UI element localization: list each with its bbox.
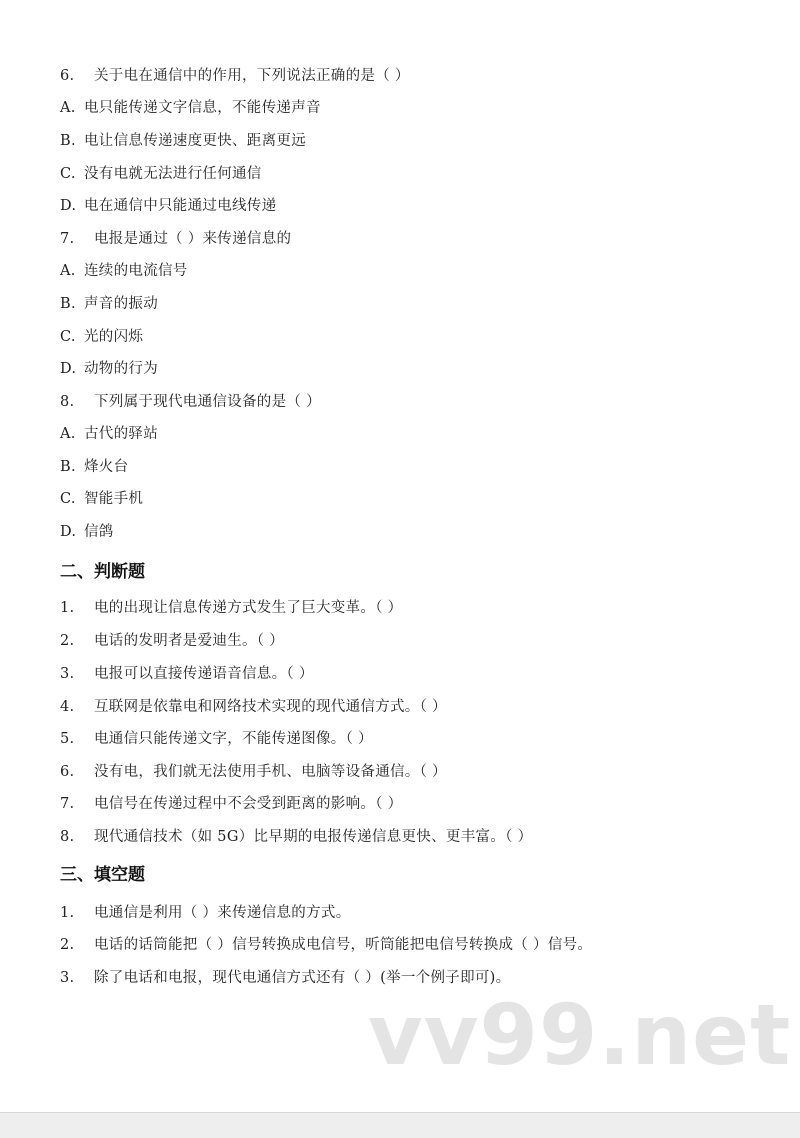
fill-item-1 [60, 903, 351, 923]
item-text: 电信号在传递过程中不会受到距离的影响。（ ） [94, 796, 403, 812]
section-title-fill-blank: 三、填空题 [60, 865, 145, 885]
question-text: 关于电在通信中的作用，下列说法正确的是（ ） [94, 68, 410, 84]
item-text: 电的出现让信息传递方式发生了巨大变革。（ ） [94, 600, 403, 616]
tf-item-3 [60, 664, 314, 684]
question-6-option-c [60, 164, 262, 184]
tf-item-6 [60, 762, 447, 782]
tf-item-5 [60, 729, 373, 749]
option-label: A. [60, 426, 76, 442]
option-text: 动物的行为 [84, 361, 158, 377]
item-number: 1. [60, 600, 75, 616]
item-text: 互联网是依靠电和网络技术实现的现代通信方式。（ ） [94, 699, 447, 715]
question-number: 7. [60, 231, 75, 247]
option-label: C. [60, 491, 76, 507]
option-label: C. [60, 166, 76, 182]
option-label: A. [60, 263, 76, 279]
item-text: 电通信是利用（ ）来传递信息的方式。 [94, 905, 351, 921]
option-label: D. [60, 524, 77, 540]
item-text: 除了电话和电报，现代电通信方式还有（ ）(举一个例子即可)。 [94, 970, 511, 986]
question-text: 下列属于现代电通信设备的是（ ） [94, 394, 321, 410]
item-text: 现代通信技术（如 5G）比早期的电报传递信息更快、更丰富。（ ） [94, 829, 533, 845]
watermark: vv99.net [368, 986, 792, 1084]
item-text: 电话的发明者是爱迪生。（ ） [94, 633, 285, 649]
option-label: A. [60, 100, 76, 116]
option-text: 智能手机 [84, 491, 144, 507]
option-label: B. [60, 296, 76, 312]
question-8-option-c [60, 489, 143, 509]
tf-item-7 [60, 794, 402, 814]
section-title-true-false: 二、判断题 [60, 562, 145, 582]
question-7-option-a [60, 261, 188, 281]
item-text: 电话的话筒能把（ ）信号转换成电信号，听筒能把电信号转换成（ ）信号。 [94, 937, 593, 953]
question-8-stem [60, 392, 321, 412]
question-6-option-b [60, 131, 306, 151]
question-6-stem [60, 66, 410, 86]
question-number: 8. [60, 394, 75, 410]
question-7-option-d [60, 359, 158, 379]
tf-item-8 [60, 827, 532, 847]
tf-item-1 [60, 598, 402, 618]
option-label: C. [60, 329, 76, 345]
option-text: 电在通信中只能通过电线传递 [84, 198, 277, 214]
option-label: B. [60, 133, 76, 149]
option-text: 没有电就无法进行任何通信 [84, 166, 262, 182]
item-number: 6. [60, 764, 75, 780]
question-8-option-a [60, 424, 158, 444]
option-text: 光的闪烁 [84, 329, 144, 345]
question-8-option-d [60, 522, 114, 542]
item-number: 2. [60, 633, 75, 649]
question-text: 电报是通过（ ）来传递信息的 [94, 231, 292, 247]
tf-item-2 [60, 631, 284, 651]
tf-item-4 [60, 697, 447, 717]
item-text: 电通信只能传递文字，不能传递图像。（ ） [94, 731, 373, 747]
question-7-option-c [60, 327, 143, 347]
question-7-option-b [60, 294, 158, 314]
option-text: 烽火台 [84, 459, 129, 475]
option-label: D. [60, 198, 77, 214]
fill-item-2 [60, 935, 592, 955]
question-6-option-a [60, 98, 321, 118]
option-text: 声音的振动 [84, 296, 158, 312]
question-7-stem [60, 229, 291, 249]
item-number: 8. [60, 829, 75, 845]
page-bottom-bar [0, 1112, 800, 1138]
item-number: 3. [60, 666, 75, 682]
question-6-option-d [60, 196, 276, 216]
option-label: D. [60, 361, 77, 377]
option-text: 信鸽 [84, 524, 114, 540]
item-number: 2. [60, 937, 75, 953]
option-text: 古代的驿站 [84, 426, 158, 442]
item-text: 没有电，我们就无法使用手机、电脑等设备通信。（ ） [94, 764, 447, 780]
option-label: B. [60, 459, 76, 475]
option-text: 连续的电流信号 [84, 263, 188, 279]
item-number: 1. [60, 905, 75, 921]
item-number: 4. [60, 699, 75, 715]
option-text: 电让信息传递速度更快、距离更远 [84, 133, 306, 149]
question-8-option-b [60, 457, 128, 477]
item-number: 3. [60, 970, 75, 986]
item-number: 7. [60, 796, 75, 812]
question-number: 6. [60, 68, 75, 84]
item-number: 5. [60, 731, 75, 747]
item-text: 电报可以直接传递语音信息。（ ） [94, 666, 314, 682]
option-text: 电只能传递文字信息，不能传递声音 [84, 100, 321, 116]
